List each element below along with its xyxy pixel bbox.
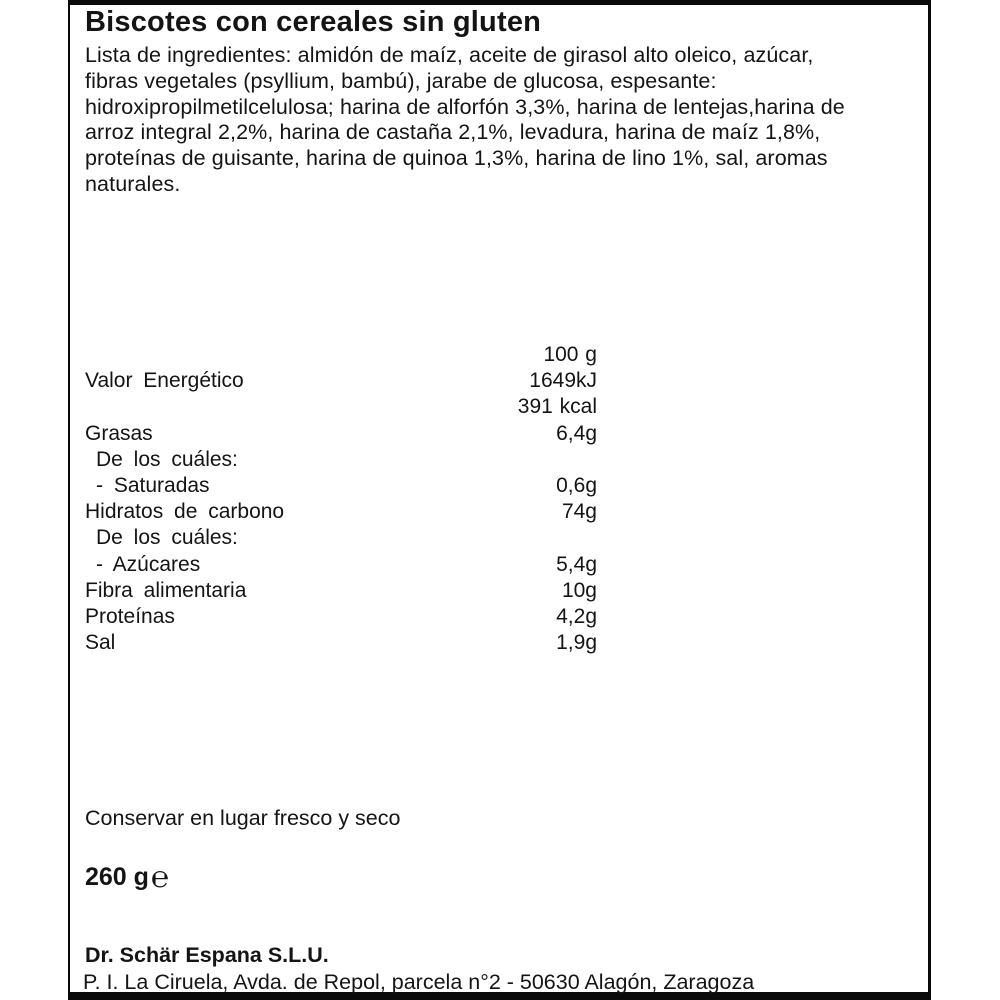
nutrient-value: 5,4g xyxy=(556,552,597,576)
table-row xyxy=(85,473,597,499)
ingredients-line: proteínas de guisante, harina de quinoa 1,3%, harina de lino 1%, sal, aromas xyxy=(85,146,828,171)
ingredients-line: Lista de ingredientes: almidón de maíz, aceite de girasol alto oleico, azúcar, xyxy=(85,43,814,67)
table-row xyxy=(85,447,597,473)
table-row xyxy=(85,630,597,656)
estimated-sign: ℮ xyxy=(150,861,169,894)
nutrient-value: 1,9g xyxy=(556,631,597,655)
ingredients-line: hidroxipropilmetilcelulosa; harina de alforfón 3,3%, harina de lentejas,harina de xyxy=(85,94,845,119)
nutrient-value: 10g xyxy=(561,578,597,602)
product-label xyxy=(68,0,931,1000)
nutrient-label: De los cuáles: xyxy=(96,447,238,471)
nutrition-header-row xyxy=(85,342,597,368)
table-row xyxy=(85,421,597,447)
ingredients-line: fibras vegetales (psyllium, bambú), jarabe de glucosa, espesante: xyxy=(85,68,717,93)
manufacturer-address: P. I. La Ciruela, Avda. de Repol, parcela n°2 - 50630 Alagón, Zaragoza xyxy=(83,970,755,994)
table-row xyxy=(85,368,597,394)
table-row xyxy=(85,499,597,525)
nutrition-column-header: 100 g xyxy=(543,343,597,366)
table-row xyxy=(85,552,597,578)
product-title: Biscotes con cereales sin gluten xyxy=(85,6,542,38)
nutrition-table xyxy=(85,342,597,656)
manufacturer-name: Dr. Schär Espana S.L.U. xyxy=(85,943,329,967)
nutrient-value: 1649kJ xyxy=(529,369,597,393)
nutrient-label: Fibra alimentaria xyxy=(85,578,247,602)
table-row xyxy=(85,604,597,630)
net-weight xyxy=(85,861,169,895)
nutrient-value: 391 kcal xyxy=(517,395,597,419)
nutrient-label: De los cuáles: xyxy=(96,526,238,550)
nutrient-value: 6,4g xyxy=(556,421,597,445)
nutrient-value: 74g xyxy=(561,500,597,524)
ingredients-line: naturales. xyxy=(85,171,181,196)
ingredients-list xyxy=(85,43,885,198)
nutrient-value: 0,6g xyxy=(556,473,597,497)
nutrient-label: Proteínas xyxy=(85,604,175,628)
nutrient-label: Sal xyxy=(85,631,116,655)
nutrient-label: Grasas xyxy=(85,421,153,445)
ingredients-line: arroz integral 2,2%, harina de castaña 2,1%, levadura, harina de maíz 1,8%, xyxy=(85,120,821,145)
nutrient-label: - Saturadas xyxy=(96,473,210,497)
table-row xyxy=(85,578,597,604)
table-row xyxy=(85,525,597,551)
storage-instructions: Conservar en lugar fresco y seco xyxy=(85,806,401,830)
nutrient-value: 4,2g xyxy=(556,604,597,628)
nutrient-label: Hidratos de carbono xyxy=(85,500,285,524)
nutrient-label: Valor Energético xyxy=(85,369,244,393)
table-row xyxy=(85,394,597,420)
net-weight-value: 260 g xyxy=(85,863,149,891)
nutrient-label: - Azúcares xyxy=(96,552,201,576)
